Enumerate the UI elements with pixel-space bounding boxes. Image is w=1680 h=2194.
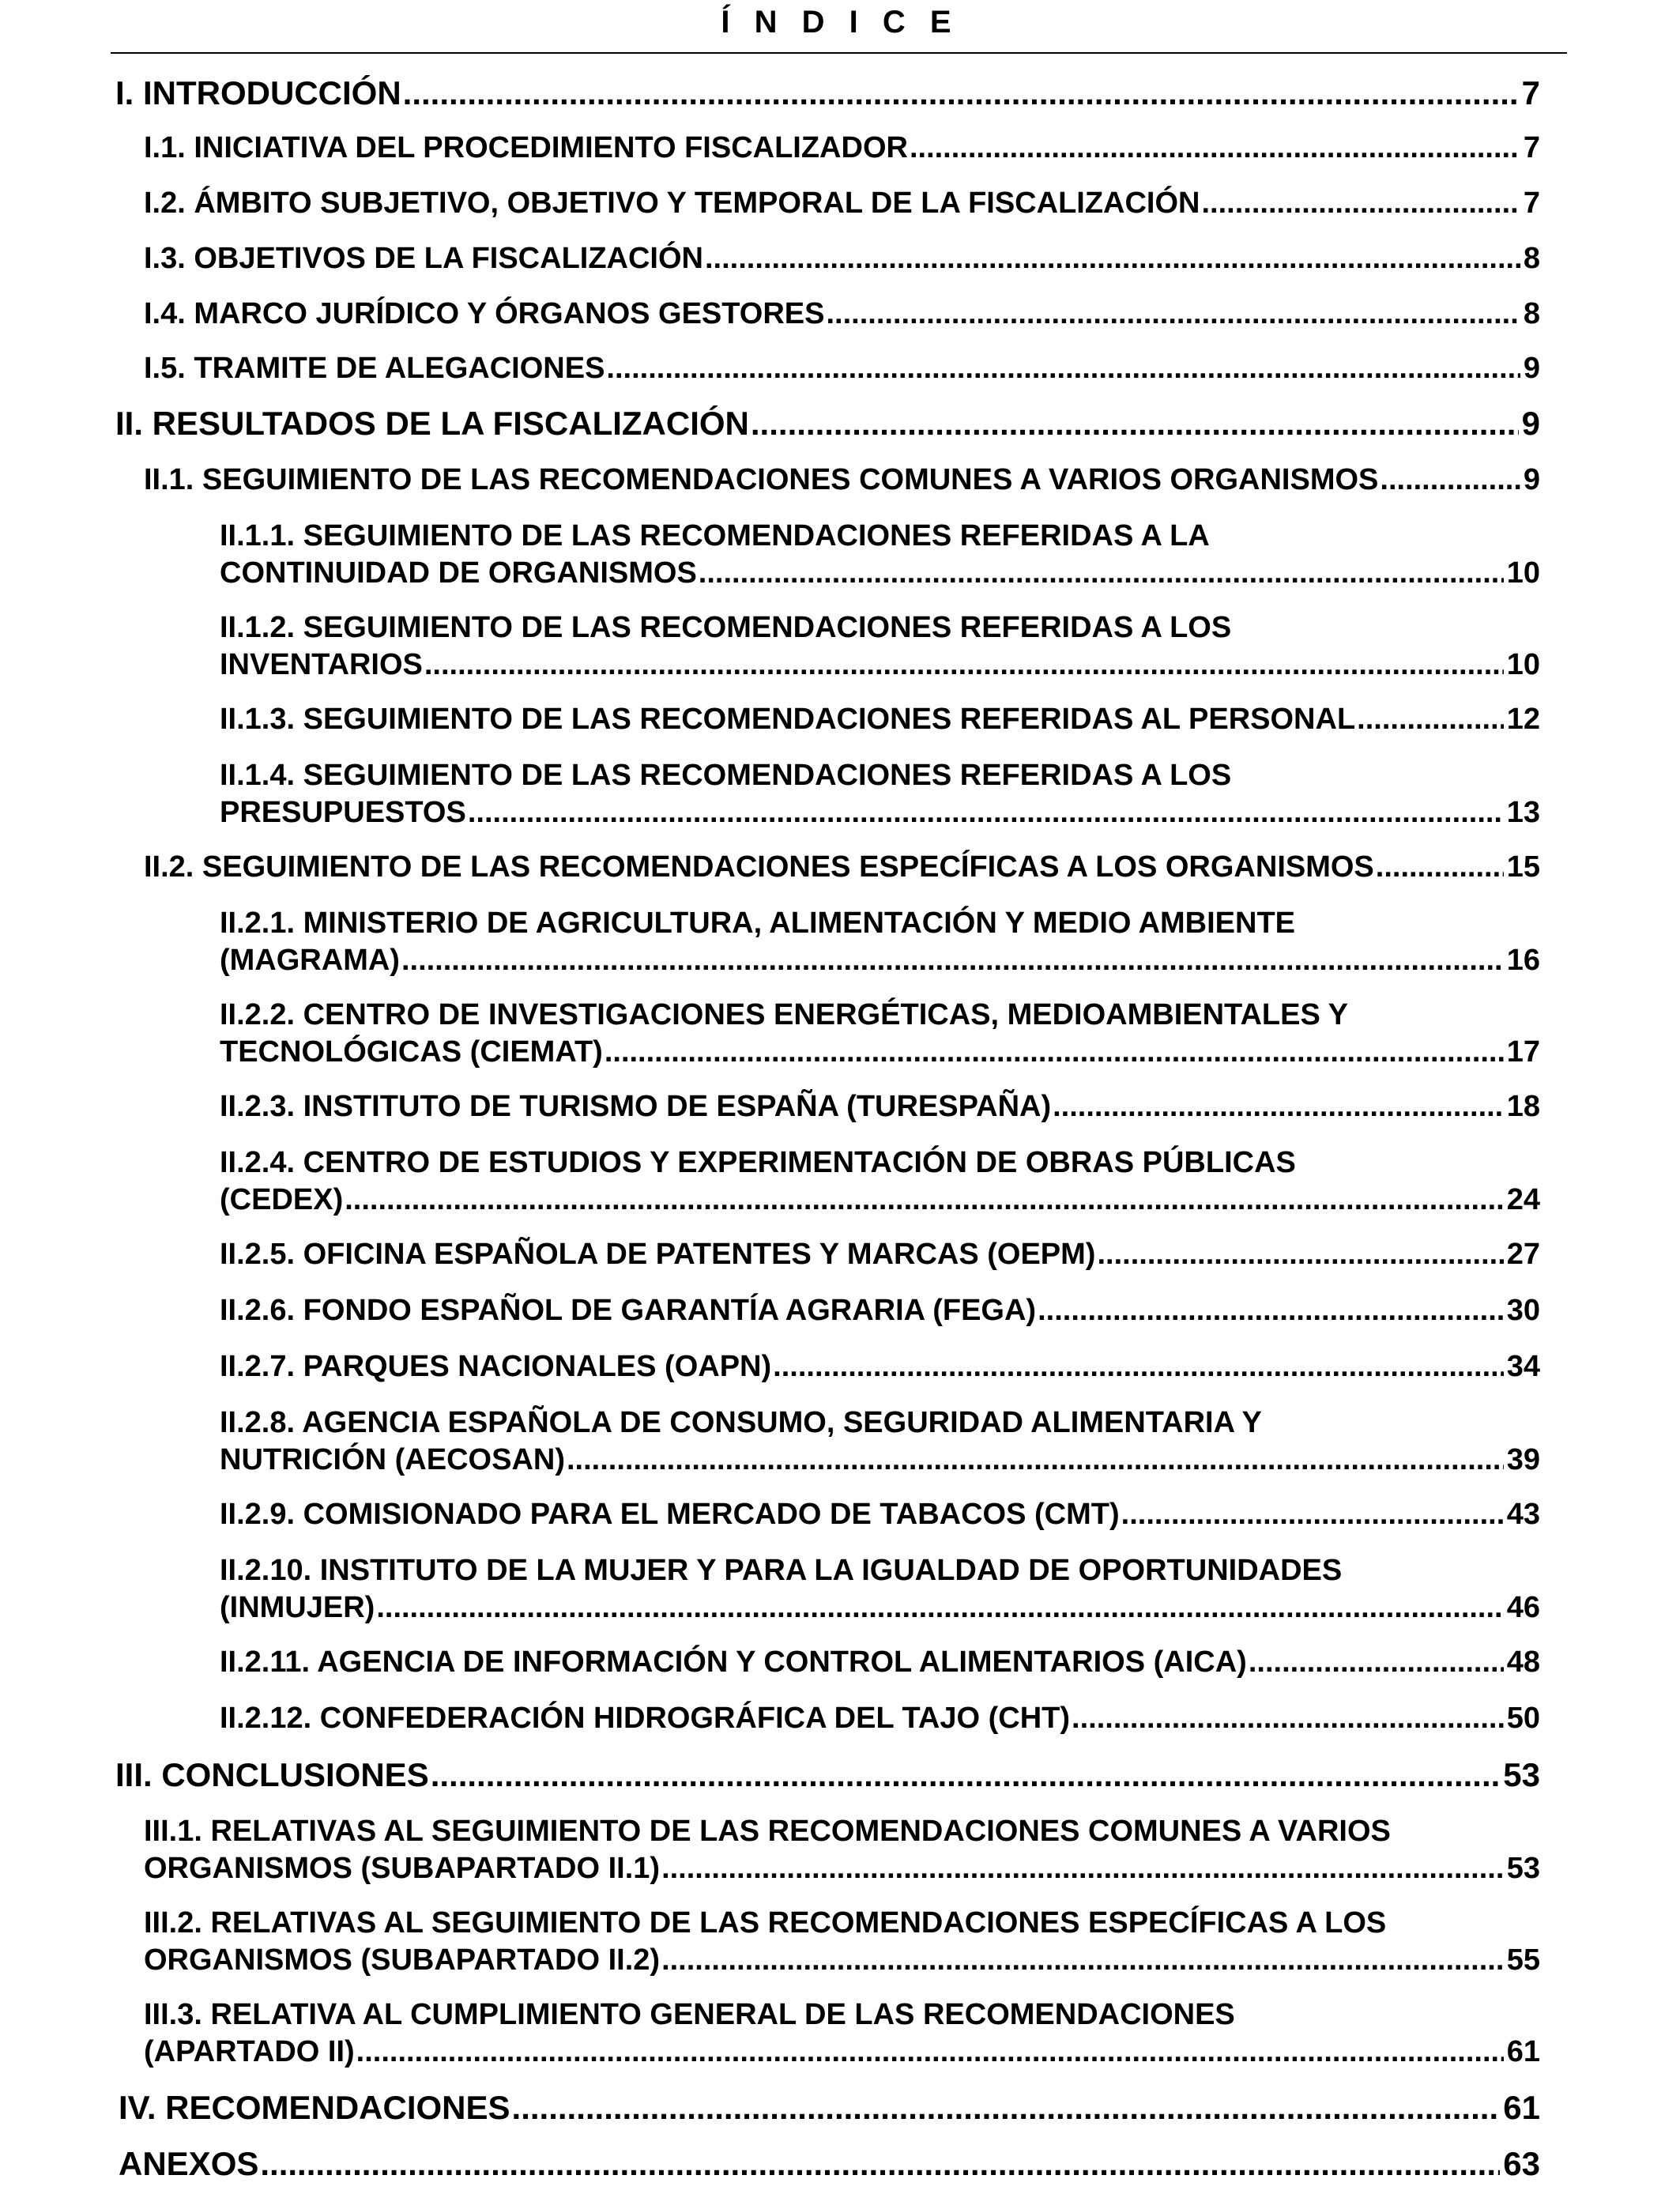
toc-entry-row xyxy=(220,1700,1540,1737)
toc-entry[interactable] xyxy=(220,1552,1540,1627)
toc-entry[interactable] xyxy=(144,462,1540,499)
dot-leader xyxy=(401,942,1504,979)
toc-entry-title: I.5. TRAMITE DE ALEGACIONES xyxy=(144,352,605,385)
toc-entry[interactable] xyxy=(220,701,1540,738)
dot-leader xyxy=(1097,1236,1503,1273)
toc-entry-title: II.2.12. CONFEDERACIÓN HIDROGRÁFICA DEL TAJO (CHT) xyxy=(220,1702,1071,1735)
toc-entry[interactable] xyxy=(144,240,1540,277)
toc-entry-title-line: III.1. RELATIVAS AL SEGUIMIENTO DE LAS RECOMENDACIONES COMUNES A VARIOS xyxy=(144,1815,1391,1848)
toc-entry-title: III. CONCLUSIONES xyxy=(115,1756,429,1793)
toc-entry-title: I.2. ÁMBITO SUBJETIVO, OBJETIVO Y TEMPORAL DE LA FISCALIZACIÓN xyxy=(144,187,1200,220)
toc-entry-row xyxy=(220,1034,1540,1071)
toc-entry-row xyxy=(220,647,1540,684)
toc-entry-row xyxy=(144,296,1540,333)
toc-page-number: 46 xyxy=(1506,1591,1540,1624)
toc-entry-title: PRESUPUESTOS xyxy=(220,796,466,829)
toc-page-number: 30 xyxy=(1506,1294,1540,1327)
toc-entry[interactable] xyxy=(144,849,1540,886)
toc-entry-title-line: II.2.4. CENTRO DE ESTUDIOS Y EXPERIMENTACIÓN DE OBRAS PÚBLICAS xyxy=(220,1146,1296,1179)
toc-entry[interactable] xyxy=(220,1144,1540,1219)
dot-leader xyxy=(1249,1644,1504,1681)
toc-entry-title-line: II.2.2. CENTRO DE INVESTIGACIONES ENERGÉTICAS, MEDIOAMBIENTALES Y xyxy=(220,998,1349,1031)
toc-entry[interactable] xyxy=(220,1292,1540,1329)
toc-entry-title: ORGANISMOS (SUBAPARTADO II.1) xyxy=(144,1852,661,1885)
toc-entry-row xyxy=(119,2089,1540,2126)
toc-entry-title: II.1. SEGUIMIENTO DE LAS RECOMENDACIONES COMUNES A VARIOS ORGANISMOS xyxy=(144,463,1379,496)
toc-entry-row xyxy=(220,1348,1540,1385)
toc-page-number: 39 xyxy=(1506,1443,1540,1476)
toc-entry[interactable] xyxy=(119,2089,1540,2126)
toc-entry-row xyxy=(119,2145,1540,2182)
toc-entry-title: (CEDEX) xyxy=(220,1183,344,1216)
dot-leader xyxy=(1038,1292,1504,1329)
toc-entry[interactable] xyxy=(144,1813,1540,1887)
toc-entry-title: II.2.9. COMISIONADO PARA EL MERCADO DE TABACOS (CMT) xyxy=(220,1498,1120,1531)
dot-leader xyxy=(661,1850,1504,1887)
toc-entry-row xyxy=(220,1292,1540,1329)
dot-leader xyxy=(567,1442,1504,1479)
toc-page-number: 63 xyxy=(1503,2145,1540,2182)
toc-page-number: 24 xyxy=(1506,1183,1540,1216)
toc-entry-row xyxy=(220,1236,1540,1273)
dot-leader xyxy=(606,350,1520,387)
toc-entry-row xyxy=(220,701,1540,738)
toc-page-number: 10 xyxy=(1506,556,1540,590)
toc-entry-row xyxy=(115,1756,1540,1793)
toc-entry-row xyxy=(144,849,1540,886)
toc-entry-title-line: II.1.4. SEGUIMIENTO DE LAS RECOMENDACIONES REFERIDAS A LOS xyxy=(220,759,1232,792)
toc-entry[interactable] xyxy=(220,1404,1540,1479)
toc-page-number: 7 xyxy=(1521,74,1540,111)
toc-entry-row xyxy=(115,74,1540,111)
dot-leader xyxy=(403,74,1519,111)
toc-entry[interactable] xyxy=(220,1496,1540,1533)
toc-entry[interactable] xyxy=(220,609,1540,684)
toc-page-number: 8 xyxy=(1523,297,1540,330)
dot-leader xyxy=(1121,1496,1504,1533)
toc-entry-title: ORGANISMOS (SUBAPARTADO II.2) xyxy=(144,1943,661,1977)
toc-page-number: 53 xyxy=(1503,1756,1540,1793)
toc-entry-row xyxy=(144,240,1540,277)
toc-entry[interactable] xyxy=(115,74,1540,111)
dot-leader xyxy=(260,2145,1500,2182)
toc-entry-row xyxy=(220,942,1540,979)
toc-entry-row xyxy=(220,1644,1540,1681)
toc-entry-title: I.3. OBJETIVOS DE LA FISCALIZACIÓN xyxy=(144,242,703,275)
toc-page-number: 8 xyxy=(1523,242,1540,275)
toc-entry-title: II.2. SEGUIMIENTO DE LAS RECOMENDACIONES ESPECÍFICAS A LOS ORGANISMOS xyxy=(144,850,1374,884)
toc-entry-row xyxy=(220,794,1540,831)
toc-page-number: 16 xyxy=(1506,944,1540,977)
toc-entry-title: IV. RECOMENDACIONES xyxy=(119,2089,510,2126)
dot-leader xyxy=(1072,1700,1504,1737)
toc-entry[interactable] xyxy=(144,130,1540,167)
toc-page-number: 50 xyxy=(1506,1702,1540,1735)
toc-entry[interactable] xyxy=(144,296,1540,333)
toc-entry-title: I.1. INICIATIVA DEL PROCEDIMIENTO FISCALIZADOR xyxy=(144,131,908,164)
dot-leader xyxy=(910,130,1520,167)
toc-entry-title: I. INTRODUCCIÓN xyxy=(115,74,401,111)
toc-entry-title: INVENTARIOS xyxy=(220,648,423,681)
dot-leader xyxy=(376,1589,1503,1627)
toc-entry-row xyxy=(144,185,1540,222)
toc-entry-title-line: II.1.2. SEGUIMIENTO DE LAS RECOMENDACIONES REFERIDAS A LOS xyxy=(220,611,1232,644)
dot-leader xyxy=(705,240,1520,277)
toc-entry[interactable] xyxy=(115,405,1540,442)
toc-entry-title: II.2.6. FONDO ESPAÑOL DE GARANTÍA AGRARIA (FEGA) xyxy=(220,1294,1037,1327)
toc-entry[interactable] xyxy=(220,1088,1540,1125)
dot-leader xyxy=(1380,462,1520,499)
toc-entry[interactable] xyxy=(220,1348,1540,1385)
toc-entry-row xyxy=(144,1850,1540,1887)
page-title: Í N D I C E xyxy=(721,5,959,40)
toc-entry[interactable] xyxy=(144,1905,1540,1979)
toc-entry-title-line: III.2. RELATIVAS AL SEGUIMIENTO DE LAS RECOMENDACIONES ESPECÍFICAS A LOS xyxy=(144,1906,1387,1940)
toc-page-number: 9 xyxy=(1523,463,1540,496)
dot-leader xyxy=(1053,1088,1504,1125)
toc-page-number: 53 xyxy=(1506,1852,1540,1885)
toc-entry-row xyxy=(144,130,1540,167)
toc-entry-row xyxy=(220,1088,1540,1125)
dot-leader xyxy=(356,2034,1504,2071)
dot-leader xyxy=(699,555,1504,592)
toc-entry-row xyxy=(144,2034,1540,2071)
toc-page-number: 27 xyxy=(1506,1238,1540,1271)
toc-page-number: 48 xyxy=(1506,1646,1540,1679)
toc-page-number: 43 xyxy=(1506,1498,1540,1531)
toc-page-number: 17 xyxy=(1506,1035,1540,1069)
dot-leader xyxy=(827,296,1520,333)
toc-entry-row xyxy=(220,1589,1540,1627)
toc-page-number: 18 xyxy=(1506,1090,1540,1123)
toc-entry-row xyxy=(220,1496,1540,1533)
toc-entry[interactable] xyxy=(220,997,1540,1071)
toc-entry-title: (INMUJER) xyxy=(220,1591,375,1624)
toc-entry-row xyxy=(144,1942,1540,1979)
toc-entry-title: NUTRICIÓN (AECOSAN) xyxy=(220,1443,565,1476)
toc-entry-title: II.2.11. AGENCIA DE INFORMACIÓN Y CONTROL ALIMENTARIOS (AICA) xyxy=(220,1646,1247,1679)
toc-page-number: 13 xyxy=(1506,796,1540,829)
toc-entry-title-line: II.2.10. INSTITUTO DE LA MUJER Y PARA LA IGUALDAD DE OPORTUNIDADES xyxy=(220,1554,1343,1587)
toc-entry-row xyxy=(115,405,1540,442)
toc-page-number: 10 xyxy=(1506,648,1540,681)
toc-entry-row xyxy=(220,1182,1540,1219)
toc-entry-row xyxy=(220,1442,1540,1479)
toc-entry[interactable] xyxy=(119,2145,1540,2182)
dot-leader xyxy=(773,1348,1504,1385)
toc-entry[interactable] xyxy=(220,518,1540,592)
toc-page-number: 61 xyxy=(1503,2089,1540,2126)
dot-leader xyxy=(424,647,1504,684)
toc-entry[interactable] xyxy=(115,1756,1540,1793)
toc-entry-title: II.2.3. INSTITUTO DE TURISMO DE ESPAÑA (TURESPAÑA) xyxy=(220,1090,1052,1123)
dot-leader xyxy=(661,1942,1504,1979)
toc-entry-row xyxy=(144,462,1540,499)
toc-page-number: 61 xyxy=(1506,2035,1540,2068)
toc-page-number: 12 xyxy=(1506,703,1540,736)
toc-entry-title: ANEXOS xyxy=(119,2145,259,2182)
toc-entry-title: II.2.5. OFICINA ESPAÑOLA DE PATENTES Y MARCAS (OEPM) xyxy=(220,1238,1096,1271)
dot-leader xyxy=(345,1182,1503,1219)
toc-entry[interactable] xyxy=(220,1700,1540,1737)
toc-entry-title: TECNOLÓGICAS (CIEMAT) xyxy=(220,1035,603,1069)
toc-page-number: 9 xyxy=(1523,352,1540,385)
dot-leader xyxy=(468,794,1504,831)
toc-entry-title-line: II.1.1. SEGUIMIENTO DE LAS RECOMENDACIONES REFERIDAS A LA xyxy=(220,519,1210,552)
toc-entry-row xyxy=(144,350,1540,387)
dot-leader xyxy=(1202,185,1520,222)
dot-leader xyxy=(431,1756,1501,1793)
toc-entry[interactable] xyxy=(144,185,1540,222)
toc-entry-title: II. RESULTADOS DE LA FISCALIZACIÓN xyxy=(115,405,749,442)
toc-entry-title-line: II.2.1. MINISTERIO DE AGRICULTURA, ALIMENTACIÓN Y MEDIO AMBIENTE xyxy=(220,907,1296,940)
toc-page-number: 34 xyxy=(1506,1350,1540,1383)
toc-entry-title: CONTINUIDAD DE ORGANISMOS xyxy=(220,556,697,590)
toc-entry-title-line: II.2.8. AGENCIA ESPAÑOLA DE CONSUMO, SEGURIDAD ALIMENTARIA Y xyxy=(220,1406,1262,1439)
toc-entry-title: I.4. MARCO JURÍDICO Y ÓRGANOS GESTORES xyxy=(144,297,825,330)
toc-entry-title: II.1.3. SEGUIMIENTO DE LAS RECOMENDACIONES REFERIDAS AL PERSONAL xyxy=(220,703,1356,736)
toc-page-number: 15 xyxy=(1506,850,1540,884)
dot-leader xyxy=(1376,849,1504,886)
toc-page-number: 9 xyxy=(1521,405,1540,442)
toc-entry[interactable] xyxy=(220,905,1540,979)
toc-entry[interactable] xyxy=(144,350,1540,387)
dot-leader xyxy=(1357,701,1504,738)
toc-page-number: 55 xyxy=(1506,1943,1540,1977)
toc-entry-title: II.2.7. PARQUES NACIONALES (OAPN) xyxy=(220,1350,772,1383)
toc-entry-title: (MAGRAMA) xyxy=(220,944,400,977)
toc-entry[interactable] xyxy=(220,1644,1540,1681)
toc-entry-title-line: III.3. RELATIVA AL CUMPLIMIENTO GENERAL DE LAS RECOMENDACIONES xyxy=(144,1998,1235,2031)
toc-entry[interactable] xyxy=(220,757,1540,831)
toc-page-number: 7 xyxy=(1523,187,1540,220)
dot-leader xyxy=(751,405,1519,442)
dot-leader xyxy=(512,2089,1501,2126)
toc-entry-title: (APARTADO II) xyxy=(144,2035,355,2068)
toc-page-number: 7 xyxy=(1523,131,1540,164)
toc-entry[interactable] xyxy=(144,1996,1540,2071)
dot-leader xyxy=(605,1034,1504,1071)
toc-entry-row xyxy=(220,555,1540,592)
toc-entry[interactable] xyxy=(220,1236,1540,1273)
